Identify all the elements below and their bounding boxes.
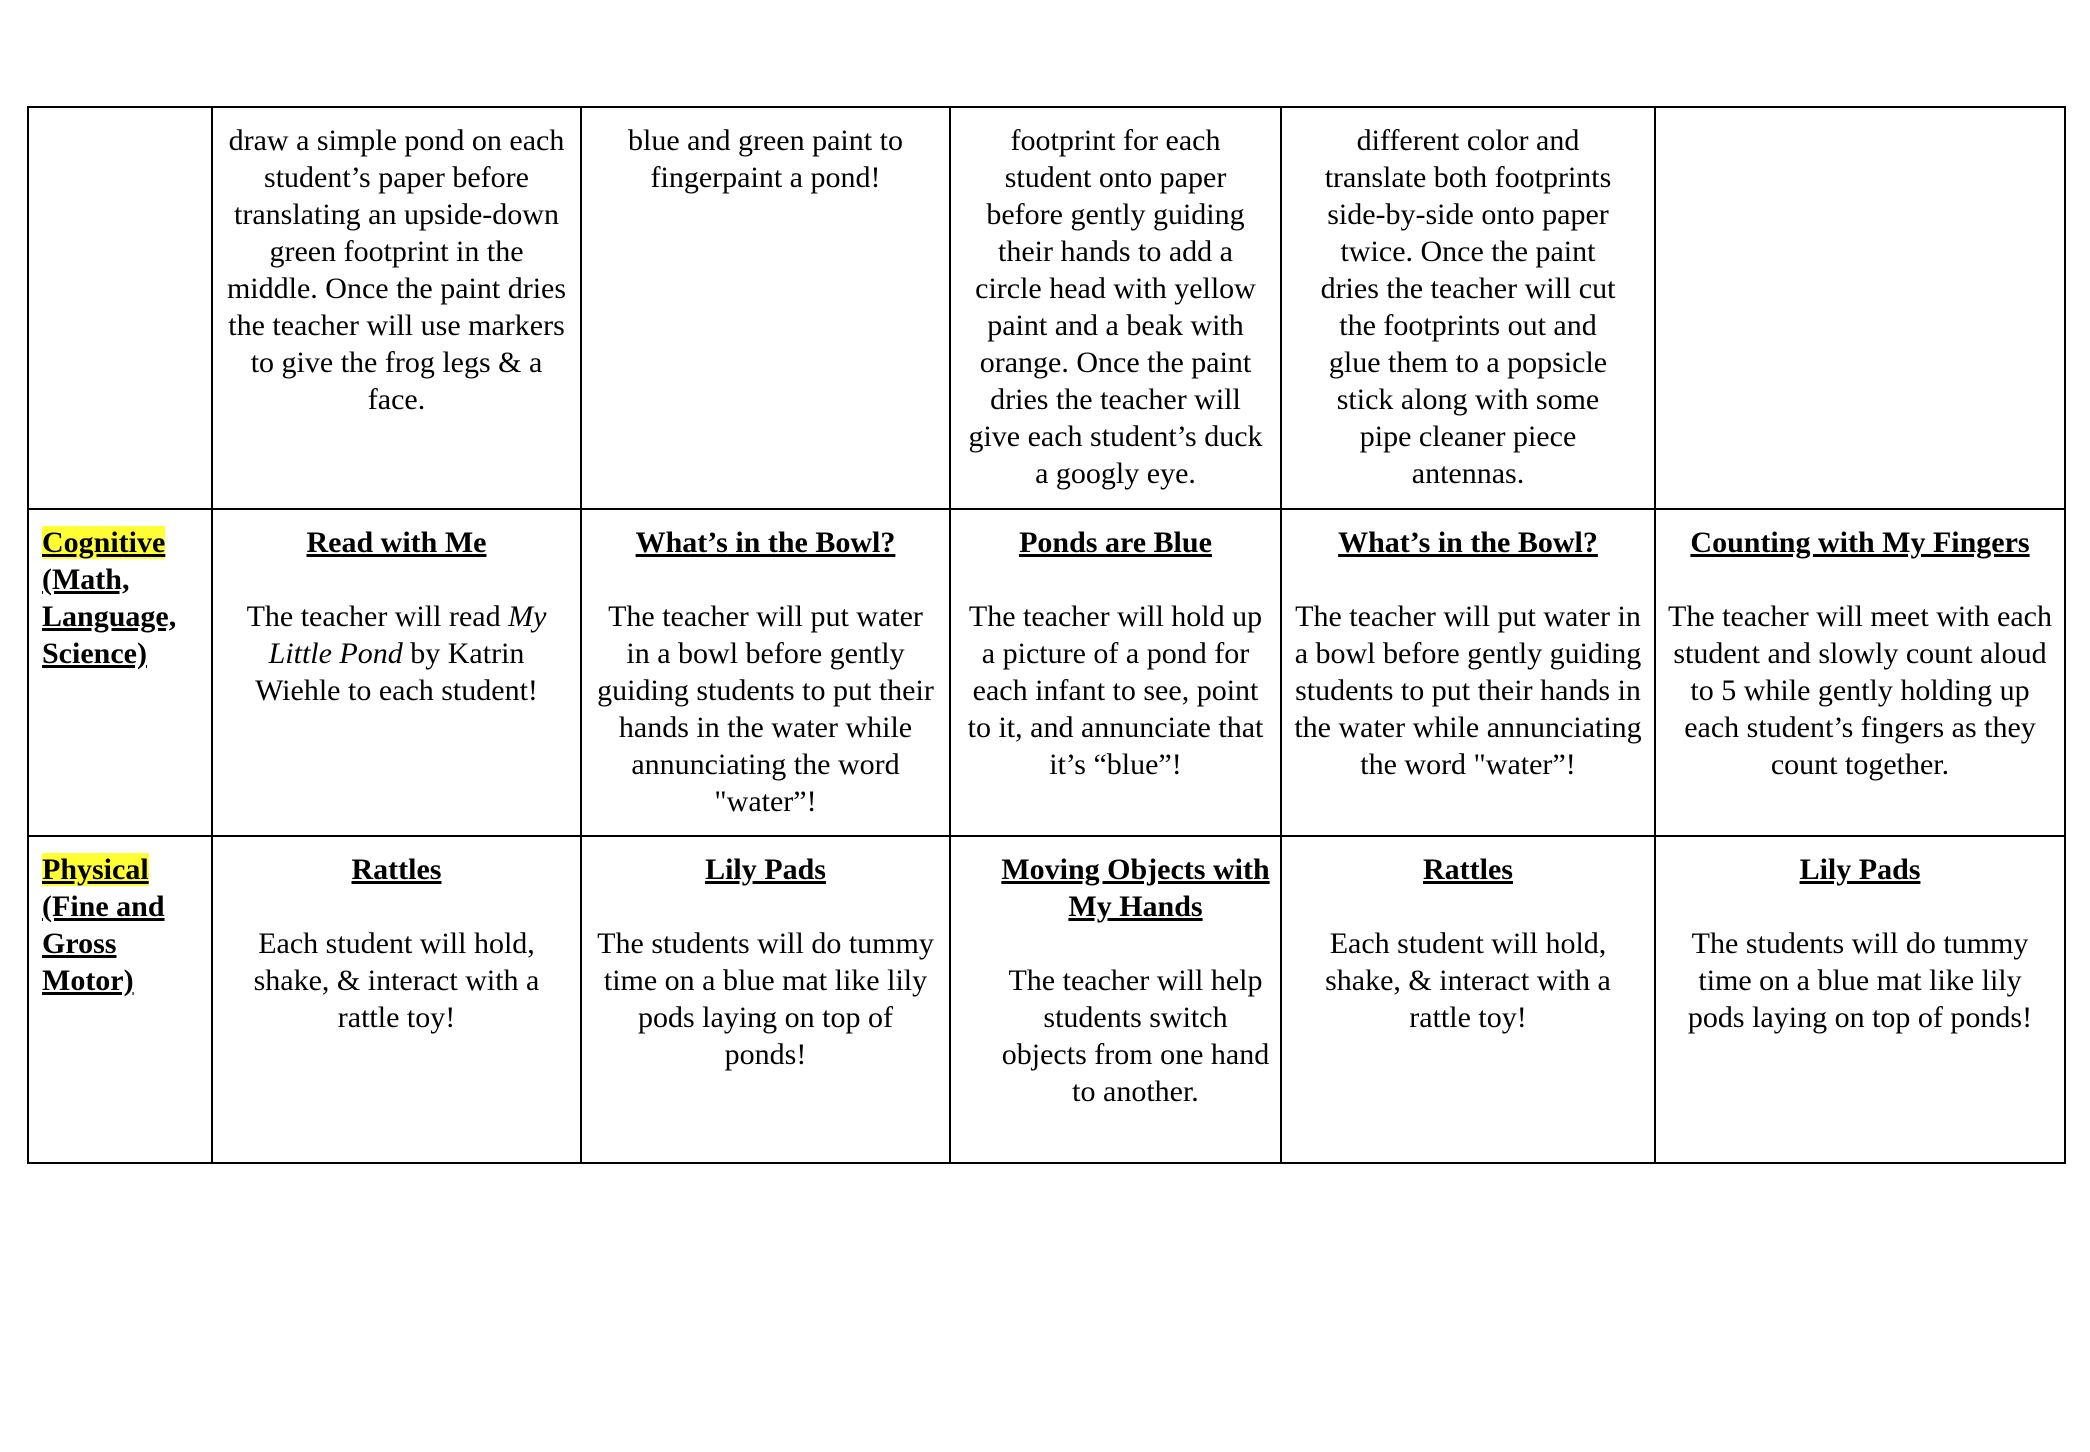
- activity-title: Read with Me: [306, 526, 487, 559]
- cell-whats-in-the-bowl: [581, 509, 950, 836]
- activity-description: The teacher will help students switch objects from one hand to another.: [1001, 964, 1270, 1108]
- activity-title: Rattles: [351, 853, 442, 886]
- cell-counting-with-my-fingers: [1655, 509, 2065, 836]
- activity-description: The teacher will hold up a picture of a pond for each infant to see, point to it, and annunciate that it’s “blue”!: [967, 600, 1264, 781]
- activity-title: Moving Objects with My Hands: [1001, 853, 1270, 923]
- activity-description: Each student will hold, shake, & interact with a rattle toy!: [1325, 927, 1611, 1034]
- table-row-physical: [28, 836, 2065, 1163]
- activity-description: The students will do tummy time on a blue mat like lily pods laying on top of ponds!: [597, 927, 934, 1071]
- activity-title: Ponds are Blue: [1019, 526, 1212, 559]
- activity-title: Lily Pads: [1799, 853, 1921, 886]
- cell-rattles-2: [1281, 836, 1655, 1163]
- activity-description: [225, 598, 568, 709]
- activity-title: Rattles: [1423, 853, 1513, 886]
- table-row-cognitive: [28, 509, 2065, 836]
- cell-moving-objects: [950, 836, 1281, 1163]
- cell-text: footprint for each student onto paper before gently guiding their hands to add a circle head with yellow paint and a beak with orange. Once the paint dries the teacher will give each student’s duck a googly eye.: [968, 124, 1263, 490]
- activity-description: The teacher will put water in a bowl before gently guiding students to put their hands in the water while annunciating the word "water”!: [597, 600, 934, 818]
- cell-rattles: [212, 836, 581, 1163]
- activity-description: The teacher will put water in a bowl before gently guiding students to put their hands in the water while annunciating the word "water”!: [1294, 600, 1642, 781]
- lesson-plan-table: [27, 106, 2066, 1164]
- label-highlight: Physical: [42, 853, 149, 886]
- cell-text: draw a simple pond on each student’s paper before translating an upside-down green footprint in the middle. Once the paint dries the teacher will use markers to give the frog legs & a face.: [226, 124, 567, 416]
- row-label-cognitive: [28, 509, 212, 836]
- cell-text: different color and translate both footprints side-by-side onto paper twice. Once the paint dries the teacher will cut the footprints out and glue them to a popsicle stick along with some pipe cleaner piece antennas.: [1320, 124, 1616, 490]
- activity-description: The teacher will meet with each student and slowly count aloud to 5 while gently holding up each student’s fingers as they count together.: [1668, 600, 2052, 781]
- label-rest: (Math, Language, Science): [42, 563, 177, 670]
- book-title: My Little Pond: [268, 600, 547, 670]
- activity-title: What’s in the Bowl?: [635, 526, 896, 559]
- text-after: by Katrin Wiehle to each student!: [255, 637, 538, 707]
- cell-ponds-are-blue: [950, 509, 1281, 836]
- cell-lily-pads-2: [1655, 836, 2065, 1163]
- activity-title: Counting with My Fingers: [1690, 526, 2030, 559]
- activity-title: What’s in the Bowl?: [1338, 526, 1598, 559]
- table-row-continuation: [28, 107, 2065, 509]
- text-before: The teacher will read: [246, 600, 509, 633]
- cell-continuation-4: [1281, 107, 1655, 509]
- activity-title: Lily Pads: [705, 853, 826, 886]
- cell-continuation-1: [212, 107, 581, 509]
- cell-continuation-2: [581, 107, 950, 509]
- cell-read-with-me: [212, 509, 581, 836]
- cell-lily-pads: [581, 836, 950, 1163]
- row-label-physical: [28, 836, 212, 1163]
- cell-whats-in-the-bowl-2: [1281, 509, 1655, 836]
- label-highlight: Cognitive: [42, 526, 166, 559]
- label-rest: (Fine and Gross Motor): [42, 890, 165, 997]
- cell-continuation-3: [950, 107, 1281, 509]
- activity-description: Each student will hold, shake, & interact with a rattle toy!: [253, 927, 540, 1034]
- activity-description: The students will do tummy time on a blue mat like lily pods laying on top of ponds!: [1687, 927, 2033, 1034]
- cell-text: blue and green paint to fingerpaint a pond!: [628, 124, 903, 194]
- cell-continuation-5: [1655, 107, 2065, 509]
- row-label-empty: [28, 107, 212, 509]
